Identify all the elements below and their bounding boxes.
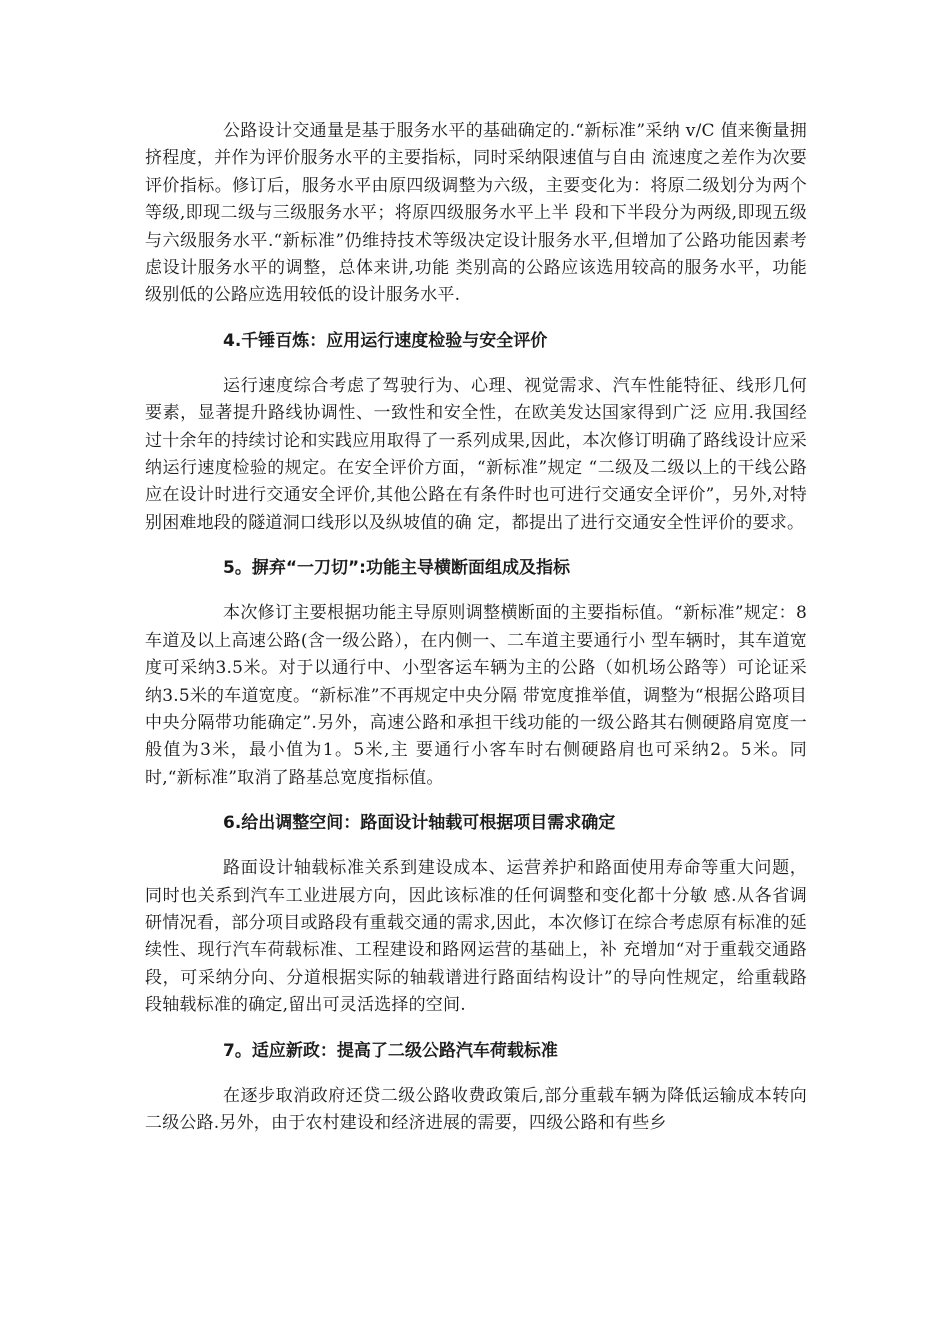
spacer — [145, 792, 807, 810]
paragraph-service-level: 公路设计交通量是基于服务水平的基础确定的.“新标准”采纳 v/C 值来衡量拥挤程度，并作为评价服务水平的主要指标，同时采纳限速值与自由 流速度之差作为次要评价指标。修订后，服务水平由原四级调整为六级，主要变化为：将原二级划分为两个等级,即现二级与三级服务水平；将原四级服务水平上半 段和下半段分为两级,即现五级与六级服务水平.“新标准”仍维持技术等级决定设计服务水平,但增加了公路功能因素考虑设计服务水平的调整，总体来讲,功能 类别高的公路应该选用较高的服务水平，功能级别低的公路应选用较低的设计服务水平. — [145, 121, 807, 306]
document-body — [145, 118, 807, 1137]
paragraph-operating-speed: 运行速度综合考虑了驾驶行为、心理、视觉需求、汽车性能特征、线形几何要素，显著提升路线协调性、一致性和安全性，在欧美发达国家得到广泛 应用.我国经过十余年的持续讨论和实践应用取得了一系列成果,因此，本次修订明确了路线设计应采纳运行速度检验的规定。在安全评价方面，“新标准”规定 “二级及二级以上的干线公路应在设计时进行交通安全评价,其他公路在有条件时也可进行交通安全评价”，另外,对特别困难地段的隧道洞口线形以及纵坡值的确 定，都提出了进行交通安全性评价的要求。 — [145, 375, 807, 533]
section-heading-7: 7。适应新政：提高了二级公路汽车荷载标准 — [223, 1040, 558, 1061]
spacer — [145, 1020, 807, 1038]
spacer — [145, 1065, 807, 1083]
section-heading-6: 6.给出调整空间：路面设计轴载可根据项目需求确定 — [223, 813, 616, 834]
spacer — [145, 355, 807, 373]
spacer — [145, 537, 807, 555]
section-heading-4: 4.千锤百炼：应用运行速度检验与安全评价 — [223, 330, 548, 351]
spacer — [145, 582, 807, 600]
spacer — [145, 837, 807, 855]
section-heading-5: 5。摒弃“一刀切”:功能主导横断面组成及指标 — [223, 558, 570, 579]
paragraph-vehicle-load: 在逐步取消政府还贷二级公路收费政策后,部分重载车辆为降低运输成本转向二级公路.另外，由于农村建设和经济进展的需要，四级公路和有些乡 — [145, 1085, 807, 1133]
paragraph-cross-section: 本次修订主要根据功能主导原则调整横断面的主要指标值。“新标准”规定：8车道及以上高速公路(含一级公路），在内侧一、二车道主要通行小 型车辆时，其车道宽度可采纳3.5米。对于以通行中、小型客运车辆为主的公路（如机场公路等）可论证采纳3.5米的车道宽度。“新标准”不再规定中央分隔 带宽度推举值，调整为“根据公路项目中央分隔带功能确定”.另外，高速公路和承担干线功能的一级公路其右侧硬路肩宽度一般值为3米，最小值为1。5米,主 要通行小客车时右侧硬路肩也可采纳2。5米。同时,“新标准”取消了路基总宽度指标值。 — [145, 603, 807, 788]
paragraph-axle-load: 路面设计轴载标准关系到建设成本、运营养护和路面使用寿命等重大问题，同时也关系到汽车工业进展方向，因此该标准的任何调整和变化都十分敏 感.从各省调研情况看，部分项目或路段有重载交通的需求,因此，本次修订在综合考虑原有标准的延续性、现行汽车荷载标准、工程建设和路网运营的基础上，补 充增加“对于重载交通路段，可采纳分向、分道根据实际的轴载谱进行路面结构设计”的导向性规定，给重载路段轴载标准的确定,留出可灵活选择的空间. — [145, 858, 807, 1016]
spacer — [145, 310, 807, 328]
